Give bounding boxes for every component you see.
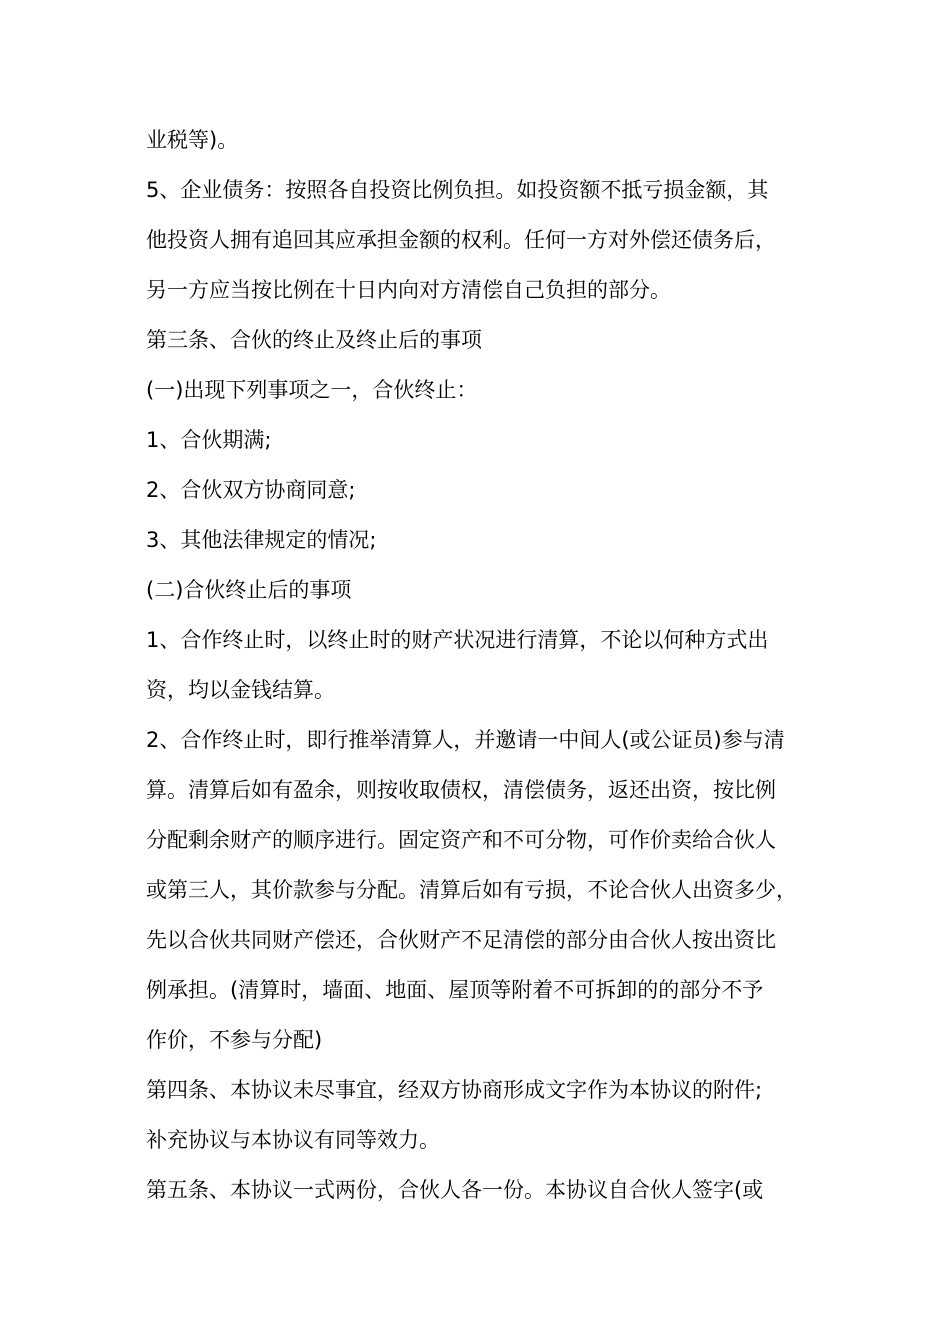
section-heading: 第五条、本协议一式两份，合伙人各一份。本协议自合伙人签字(或 [146, 1178, 764, 1202]
text-line: 或第三人，其价款参与分配。清算后如有亏损，不论合伙人出资多少， [146, 878, 797, 902]
text-line: 作价，不参与分配) [146, 1028, 323, 1052]
text-line: 业税等)。 [146, 128, 239, 152]
text-line: (一)出现下列事项之一，合伙终止： [146, 378, 478, 402]
section-heading: 第四条、本协议未尽事宜，经双方协商形成文字作为本协议的附件; [146, 1078, 763, 1102]
document-body [146, 115, 808, 1215]
list-item: 3、其他法律规定的情况; [146, 528, 377, 552]
text-line: 算。清算后如有盈余，则按收取债权，清偿债务，返还出资，按比例 [146, 778, 776, 802]
list-item: 1、合伙期满; [146, 428, 272, 452]
text-line: 补充协议与本协议有同等效力。 [146, 1128, 440, 1152]
list-item: 2、合伙双方协商同意; [146, 478, 356, 502]
text-line: 例承担。(清算时，墙面、地面、屋顶等附着不可拆卸的的部分不予 [146, 978, 764, 1002]
text-line: 另一方应当按比例在十日内向对方清偿自己负担的部分。 [146, 278, 671, 302]
text-line: 分配剩余财产的顺序进行。固定资产和不可分物，可作价卖给合伙人 [146, 828, 776, 852]
text-line: 5、企业债务：按照各自投资比例负担。如投资额不抵亏损金额，其 [146, 178, 769, 202]
text-line: 先以合伙共同财产偿还，合伙财产不足清偿的部分由合伙人按出资比 [146, 928, 776, 952]
text-line: 他投资人拥有追回其应承担金额的权利。任何一方对外偿还债务后， [146, 228, 776, 252]
list-item: 2、合作终止时，即行推举清算人，并邀请一中间人(或公证员)参与清 [146, 728, 785, 752]
section-heading: 第三条、合伙的终止及终止后的事项 [146, 328, 482, 352]
text-line: (二)合伙终止后的事项 [146, 578, 352, 602]
list-item: 1、合作终止时，以终止时的财产状况进行清算，不论以何种方式出 [146, 628, 769, 652]
text-line: 资，均以金钱结算。 [146, 678, 335, 702]
